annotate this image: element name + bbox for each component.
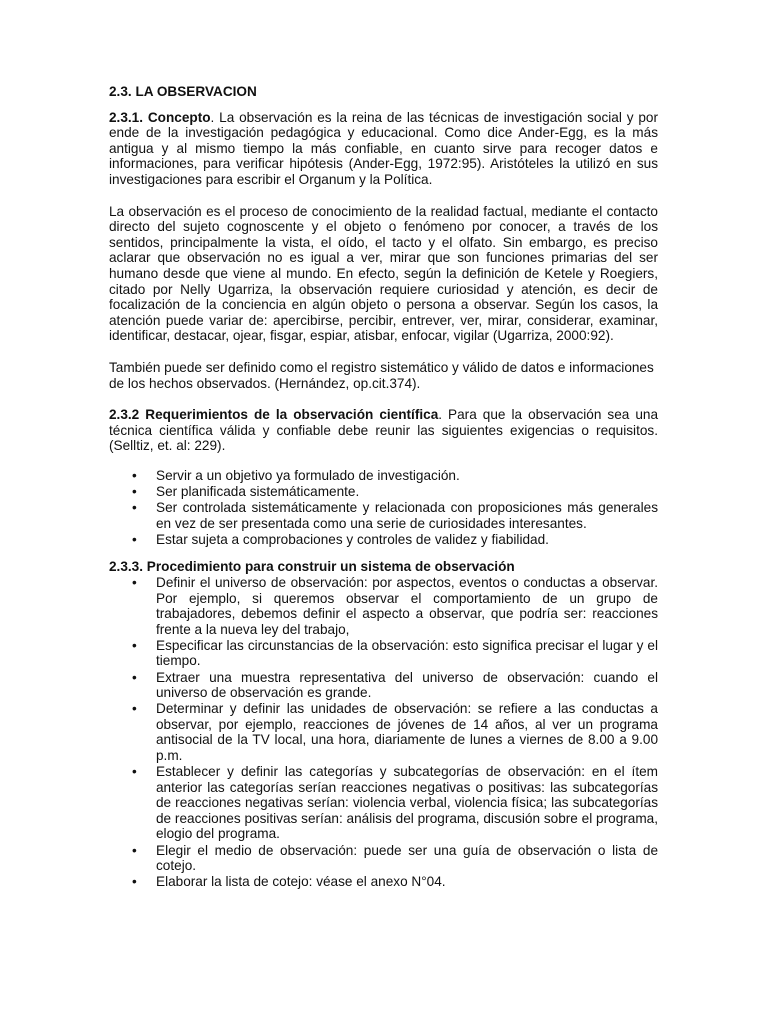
list-item bbox=[109, 670, 658, 701]
registro-paragraph: También puede ser definido como el registro sistemático y válido de datos e informaciones de los hechos observados. (Hernández, op.cit.374). bbox=[109, 359, 654, 391]
bullet-icon: • bbox=[132, 531, 137, 547]
observation-definition-paragraph: La observación es el proceso de conocimiento de la realidad factual, mediante el contacto directo del sujeto cognoscente y el objeto o fenómeno por conocer, a través de los sentidos, principalmente la vista, el oído, el tacto y el olfato. Sin embargo, es preciso aclarar que observación no es igual a ver, mirar que son funciones primarias del ser humano desde que viene al mundo. En efecto, según la definición de Ketele y Roegiers, citado por Nelly Ugarriza, la observación requiere curiosidad y atención, es decir de focalización de la conciencia en algún objeto o persona a observar. Según los casos, la atención puede variar de: apercibirse, percibir, entrever, ver, mirar, considerar, examinar, identificar, destacar, ojear, fisgar, espiar, atisbar, enfocar, vigilar (Ugarriza, 2000:92). bbox=[109, 203, 658, 344]
list-item bbox=[109, 638, 658, 669]
section-title: 2.3. LA OBSERVACION bbox=[109, 84, 257, 99]
bullet-icon: • bbox=[132, 500, 137, 516]
list-item bbox=[109, 484, 658, 500]
bullet-icon: • bbox=[132, 842, 137, 858]
list-item bbox=[109, 532, 658, 548]
document-page bbox=[109, 84, 658, 902]
list-item bbox=[109, 764, 658, 842]
list-item-text: Servir a un objetivo ya formulado de investigación. bbox=[156, 467, 460, 483]
list-item-text: Definir el universo de observación: por aspectos, eventos o conductas a observar. Por ejemplo, si queremos observar el comportamiento de un grupo de trabajadores, debemos definir el aspecto a observar, que podría ser: reacciones frente a la nueva ley del trabajo, bbox=[156, 574, 658, 637]
list-item bbox=[109, 500, 658, 531]
procedimiento-title: 2.3.3. Procedimiento para construir un sistema de observación bbox=[109, 559, 515, 575]
list-item-text: Ser controlada sistemáticamente y relacionada con proposiciones más generales en vez de ser presentada como una serie de curiosidades interesantes. bbox=[156, 500, 658, 531]
list-item bbox=[109, 843, 658, 874]
bullet-icon: • bbox=[132, 874, 137, 890]
list-item-text: Determinar y definir las unidades de observación: se refiere a las conductas a observar, por ejemplo, reacciones de jóvenes de 14 años, al ver un programa antisocial de la TV local, una hora, diariamente de lunes a viernes de 8.00 a 9.00 p.m. bbox=[156, 701, 658, 763]
list-item-text: Extraer una muestra representativa del universo de observación: cuando el universo de observación es grande. bbox=[156, 669, 658, 701]
concepto-paragraph bbox=[109, 110, 658, 188]
bullet-icon: • bbox=[132, 669, 137, 685]
list-item-text: Especificar las circunstancias de la observación: esto significa precisar el lugar y el tiempo. bbox=[156, 637, 658, 669]
bullet-icon: • bbox=[132, 467, 137, 483]
requerimientos-label: 2.3.2 Requerimientos de la observación científica bbox=[109, 407, 439, 423]
requerimientos-list bbox=[109, 468, 658, 547]
list-item bbox=[109, 874, 658, 890]
bullet-icon: • bbox=[132, 574, 137, 590]
list-item bbox=[109, 701, 658, 763]
concepto-label: 2.3.1. Concepto bbox=[109, 109, 211, 125]
bullet-icon: • bbox=[132, 701, 137, 717]
list-item-text: Estar sujeta a comprobaciones y controles de validez y fiabilidad. bbox=[156, 531, 549, 547]
procedimiento-list bbox=[109, 575, 658, 890]
bullet-icon: • bbox=[132, 637, 137, 653]
requerimientos-paragraph bbox=[109, 407, 658, 454]
list-item bbox=[109, 575, 658, 637]
list-item-text: Ser planificada sistemáticamente. bbox=[156, 483, 360, 499]
bullet-icon: • bbox=[132, 483, 137, 499]
bullet-icon: • bbox=[132, 764, 137, 780]
list-item-text: Elegir el medio de observación: puede ser una guía de observación o lista de cotejo. bbox=[156, 842, 658, 874]
list-item-text: Elaborar la lista de cotejo: véase el anexo N°04. bbox=[156, 874, 446, 890]
requerimientos-text: . Para que la observación sea una técnica científica válida y confiable debe reunir las siguientes exigencias o requisitos. (Selltiz, et. al: 229). bbox=[109, 407, 659, 454]
list-item bbox=[109, 468, 658, 484]
list-item-text: Establecer y definir las categorías y subcategorías de observación: en el ítem anterior las categorías serían reacciones negativas o positivas: las subcategorías de reacciones negativas serían: violencia verbal, violencia física; las subcategorías de reacciones positivas serían: análisis del programa, discusión sobre el programa, elogio del programa. bbox=[156, 764, 658, 842]
concepto-text: . La observación es la reina de las técnicas de investigación social y por ende de la investigación pedagógica y educacional. Como dice Ander-Egg, es la más antigua y al mismo tiempo la más confiable, en cuanto sirve para recoger datos e informaciones, para verificar hipótesis (Ander-Egg, 1972:95). Aristóteles la utilizó en sus investigaciones para escribir el Organum y la Política. bbox=[109, 109, 659, 187]
